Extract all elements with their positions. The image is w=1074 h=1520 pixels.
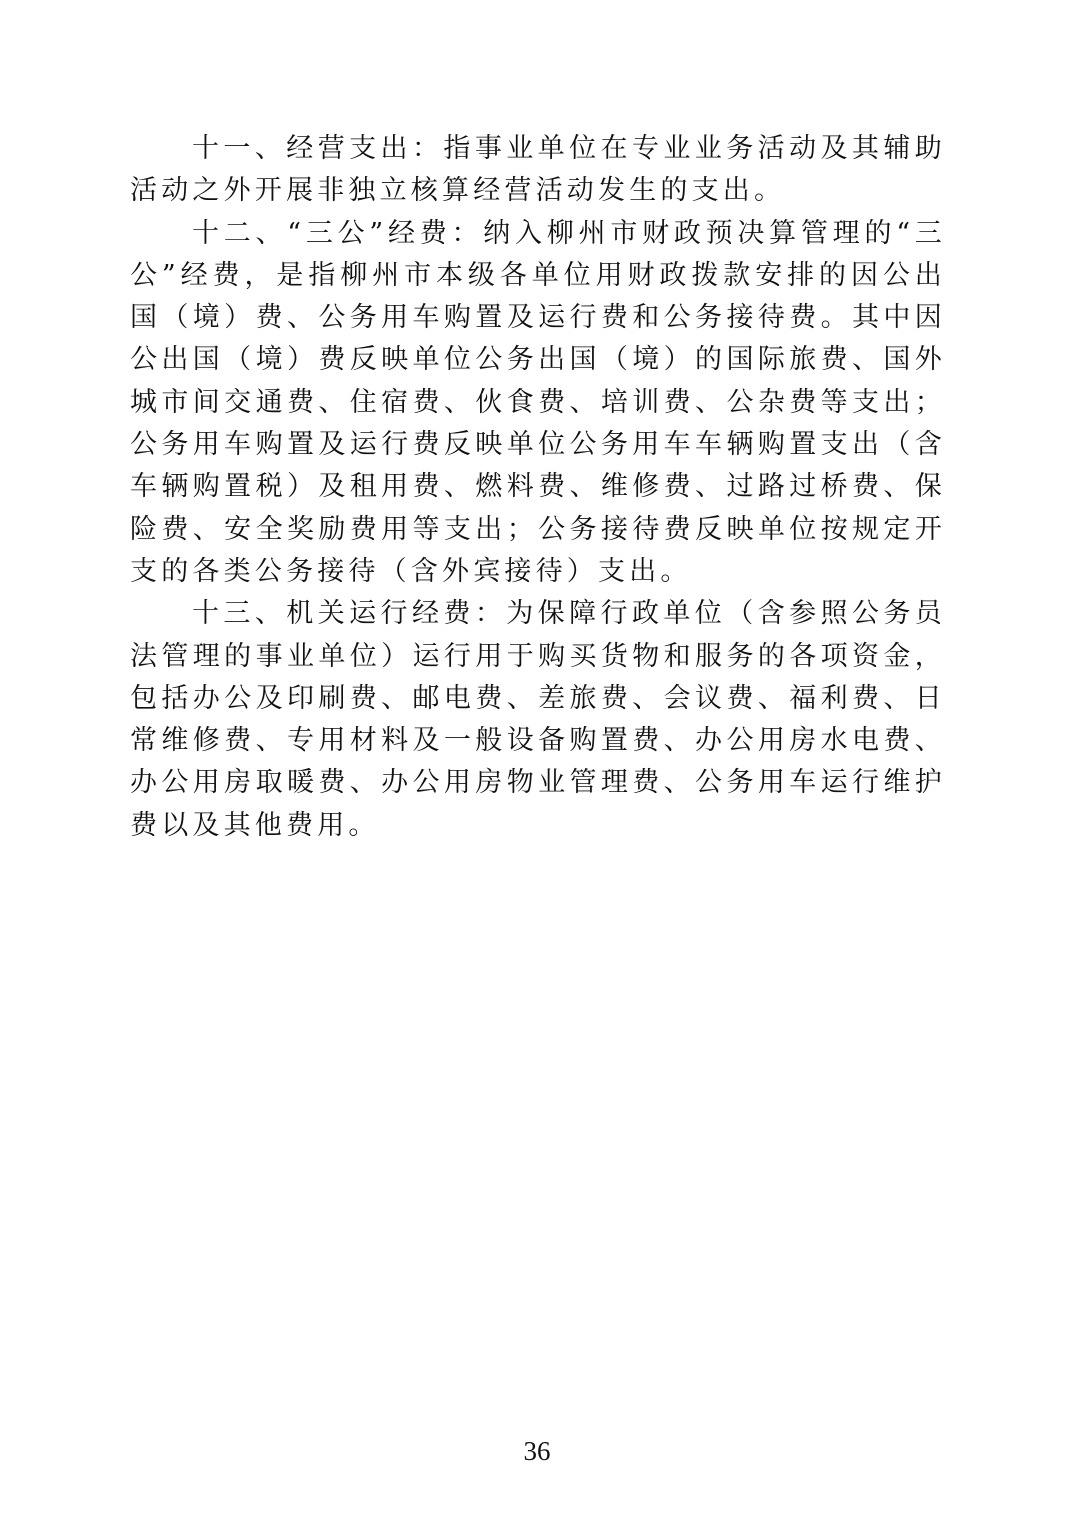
document-body	[130, 128, 946, 847]
paragraph-three-public-expenses: 十二、“三公”经费：纳入柳州市财政预决算管理的“三公”经费，是指柳州市本级各单位用财政拨款安排的因公出国（境）费、公务用车购置及运行费和公务接待费。其中因公出国（境）费反映单位公务出国（境）的国际旅费、国外城市间交通费、住宿费、伙食费、培训费、公杂费等支出；公务用车购置及运行费反映单位公务用车车辆购置支出（含车辆购置税）及租用费、燃料费、维修费、过路过桥费、保险费、安全奖励费用等支出；公务接待费反映单位按规定开支的各类公务接待（含外宾接待）支出。	[130, 217, 946, 587]
page-number: 36	[523, 1436, 551, 1466]
paragraph-operating-expenditure: 十一、经营支出：指事业单位在专业业务活动及其辅助活动之外开展非独立核算经营活动发生的支出。	[130, 133, 946, 207]
paragraph-agency-operating-funds: 十三、机关运行经费：为保障行政单位（含参照公务员法管理的事业单位）运行用于购买货物和服务的各项资金，包括办公及印刷费、邮电费、差旅费、会议费、福利费、日常维修费、专用材料及一般设备购置费、办公用房水电费、办公用房取暖费、办公用房物业管理费、公务用车运行维护费以及其他费用。	[130, 598, 946, 841]
